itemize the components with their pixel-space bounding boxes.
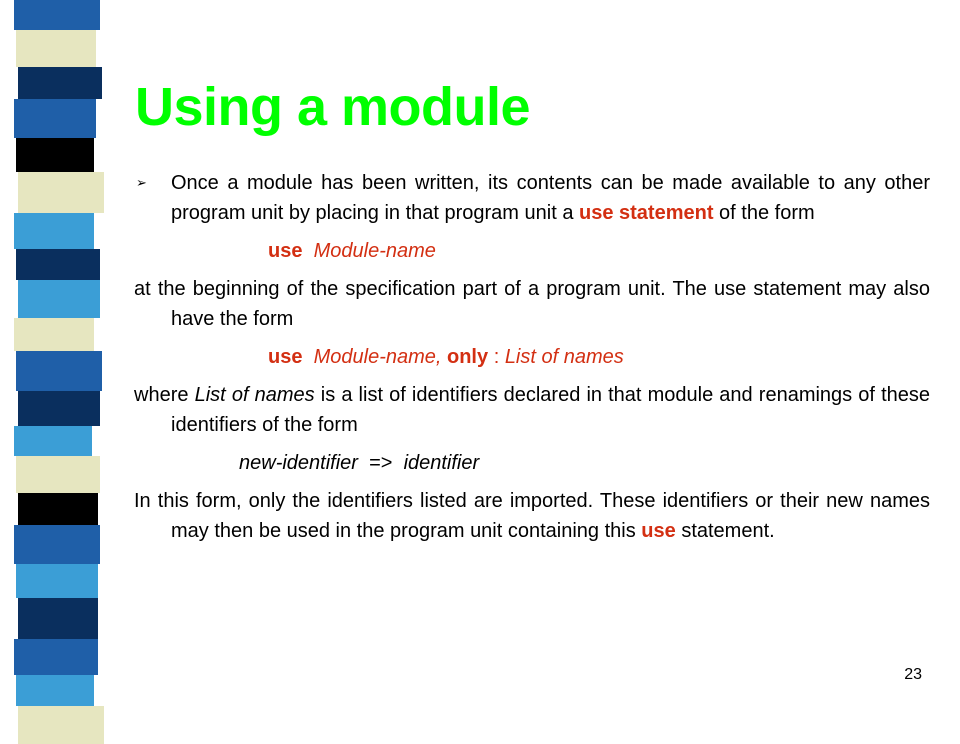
stripe-block — [16, 456, 100, 493]
decorative-stripe — [0, 0, 100, 720]
stripe-block — [14, 639, 98, 675]
use-statement-highlight: use statement — [579, 202, 714, 224]
code-line-3: new-identifier => identifier — [239, 452, 480, 474]
stripe-block — [16, 675, 94, 706]
stripe-block — [16, 351, 102, 391]
stripe-block — [14, 0, 100, 30]
stripe-block — [16, 30, 96, 67]
slide-body — [134, 168, 930, 546]
page-number: 23 — [904, 666, 922, 683]
stripe-block — [18, 706, 104, 744]
paragraph-intro: ➢ Once a module has been written, its contents can be made available to any other program unit by placing in that program unit a use statement of the form — [134, 168, 930, 228]
stripe-block — [18, 280, 100, 318]
stripe-block — [18, 67, 102, 99]
paragraph-imported: In this form, only the identifiers listed are imported. These identifiers or their new names may then be used in the program unit containing this use statement. — [134, 490, 930, 542]
stripe-block — [14, 99, 96, 138]
stripe-block — [18, 598, 98, 639]
code-line-1: use Module-name — [268, 240, 436, 262]
slide-title: Using a module — [135, 77, 531, 137]
arrow-bullet-icon: ➢ — [136, 175, 147, 190]
stripe-block — [16, 564, 98, 598]
stripe-block — [14, 318, 94, 351]
paragraph-specification: at the beginning of the specification part of a program unit. The use statement may also have the form — [134, 278, 930, 330]
stripe-block — [14, 525, 100, 564]
stripe-block — [18, 391, 100, 426]
stripe-block — [14, 426, 92, 456]
stripe-block — [14, 213, 94, 249]
paragraph-list-of-names: where List of names is a list of identifiers declared in that module and renamings of these identifiers of the form — [134, 384, 930, 436]
stripe-block — [18, 172, 104, 213]
code-line-2: use Module-name, only : List of names — [268, 346, 624, 368]
use-keyword-highlight: use — [641, 520, 676, 542]
stripe-block — [16, 249, 100, 280]
stripe-block — [18, 493, 98, 525]
stripe-block — [16, 138, 94, 172]
